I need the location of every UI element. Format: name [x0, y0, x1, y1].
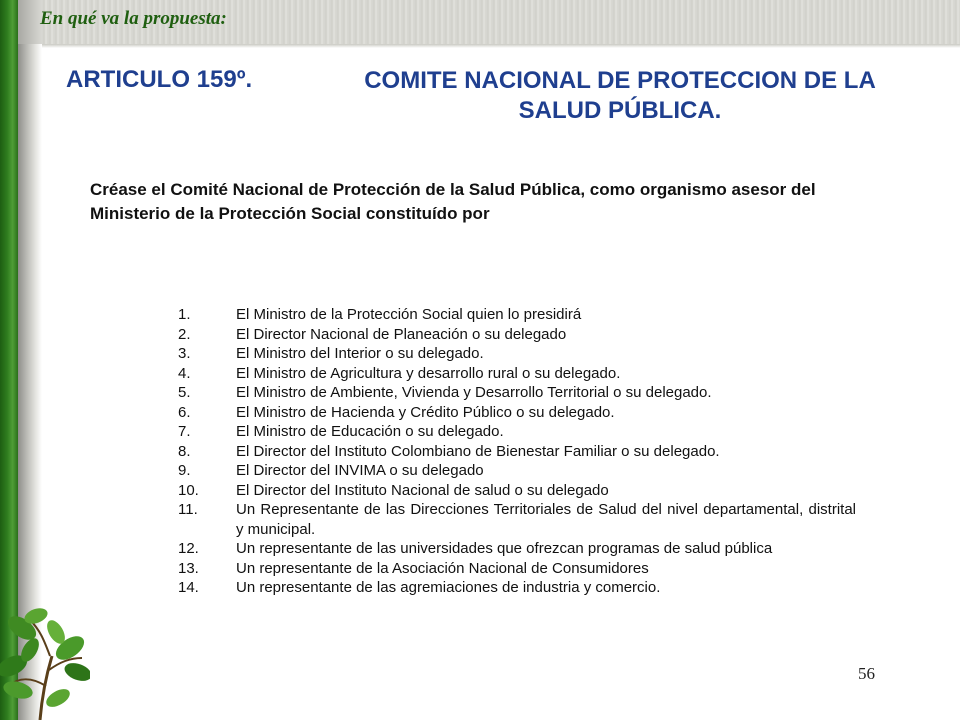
member-number: 6. — [178, 403, 191, 421]
member-number: 10. — [178, 481, 199, 499]
article-number: ARTICULO 159º. — [66, 66, 253, 93]
page-number: 56 — [858, 664, 875, 683]
members-list — [178, 305, 856, 598]
member-text: Un representante de las agremiaciones de industria y comercio. — [236, 579, 661, 596]
member-number: 3. — [178, 345, 191, 362]
member-item — [178, 344, 856, 364]
intro-paragraph: Créase el Comité Nacional de Protección de la Salud Pública, como organismo asesor del Ministerio de la Protección Social constituído por — [90, 180, 816, 223]
member-item — [178, 559, 856, 579]
member-text: Un Representante de las Direcciones Territoriales de Salud del nivel departamental, distrital y municipal. — [236, 501, 856, 538]
member-text: El Ministro de Ambiente, Vivienda y Desarrollo Territorial o su delegado. — [236, 384, 712, 401]
member-text: El Ministro de la Protección Social quien lo presidirá — [236, 306, 582, 323]
member-item — [178, 461, 856, 481]
member-item — [178, 325, 856, 345]
member-text: El Ministro de Educación o su delegado. — [236, 423, 504, 440]
member-number: 13. — [178, 559, 199, 577]
top-banner-shadow — [0, 44, 960, 48]
member-text: Un representante de la Asociación Nacional de Consumidores — [236, 559, 649, 577]
member-text: El Ministro de Agricultura y desarrollo rural o su delegado. — [236, 364, 621, 382]
member-text: El Ministro de Hacienda y Crédito Público o su delegado. — [236, 403, 615, 421]
member-text: Un representante de las universidades que ofrezcan programas de salud pública — [236, 540, 773, 557]
article-title: COMITE NACIONAL DE PROTECCION DE LA SALUD PÚBLICA. — [364, 67, 876, 124]
left-gray-stripe-top — [18, 0, 42, 44]
member-text: El Director del INVIMA o su delegado — [236, 462, 484, 479]
member-text: El Director del Instituto Colombiano de Bienestar Familiar o su delegado. — [236, 442, 720, 460]
member-item — [178, 364, 856, 384]
plant-icon — [0, 606, 90, 720]
member-item — [178, 383, 856, 403]
member-item — [178, 539, 856, 559]
member-item — [178, 578, 856, 598]
member-text: El Director del Instituto Nacional de salud o su delegado — [236, 481, 609, 499]
member-text: El Director Nacional de Planeación o su delegado — [236, 325, 567, 343]
member-number: 5. — [178, 384, 191, 401]
member-item — [178, 403, 856, 423]
member-number: 14. — [178, 579, 199, 596]
member-number: 8. — [178, 442, 191, 460]
member-number: 1. — [178, 306, 191, 323]
member-number: 12. — [178, 540, 199, 557]
member-number: 7. — [178, 423, 191, 440]
member-item — [178, 305, 856, 325]
member-item — [178, 481, 856, 501]
member-item — [178, 422, 856, 442]
member-number: 11. — [178, 501, 198, 518]
member-number: 9. — [178, 462, 191, 479]
member-item — [178, 442, 856, 462]
member-number: 2. — [178, 325, 191, 343]
member-text: El Ministro del Interior o su delegado. — [236, 345, 484, 362]
member-number: 4. — [178, 364, 191, 382]
header-label: En qué va la propuesta: — [40, 8, 227, 29]
member-item — [178, 500, 856, 539]
